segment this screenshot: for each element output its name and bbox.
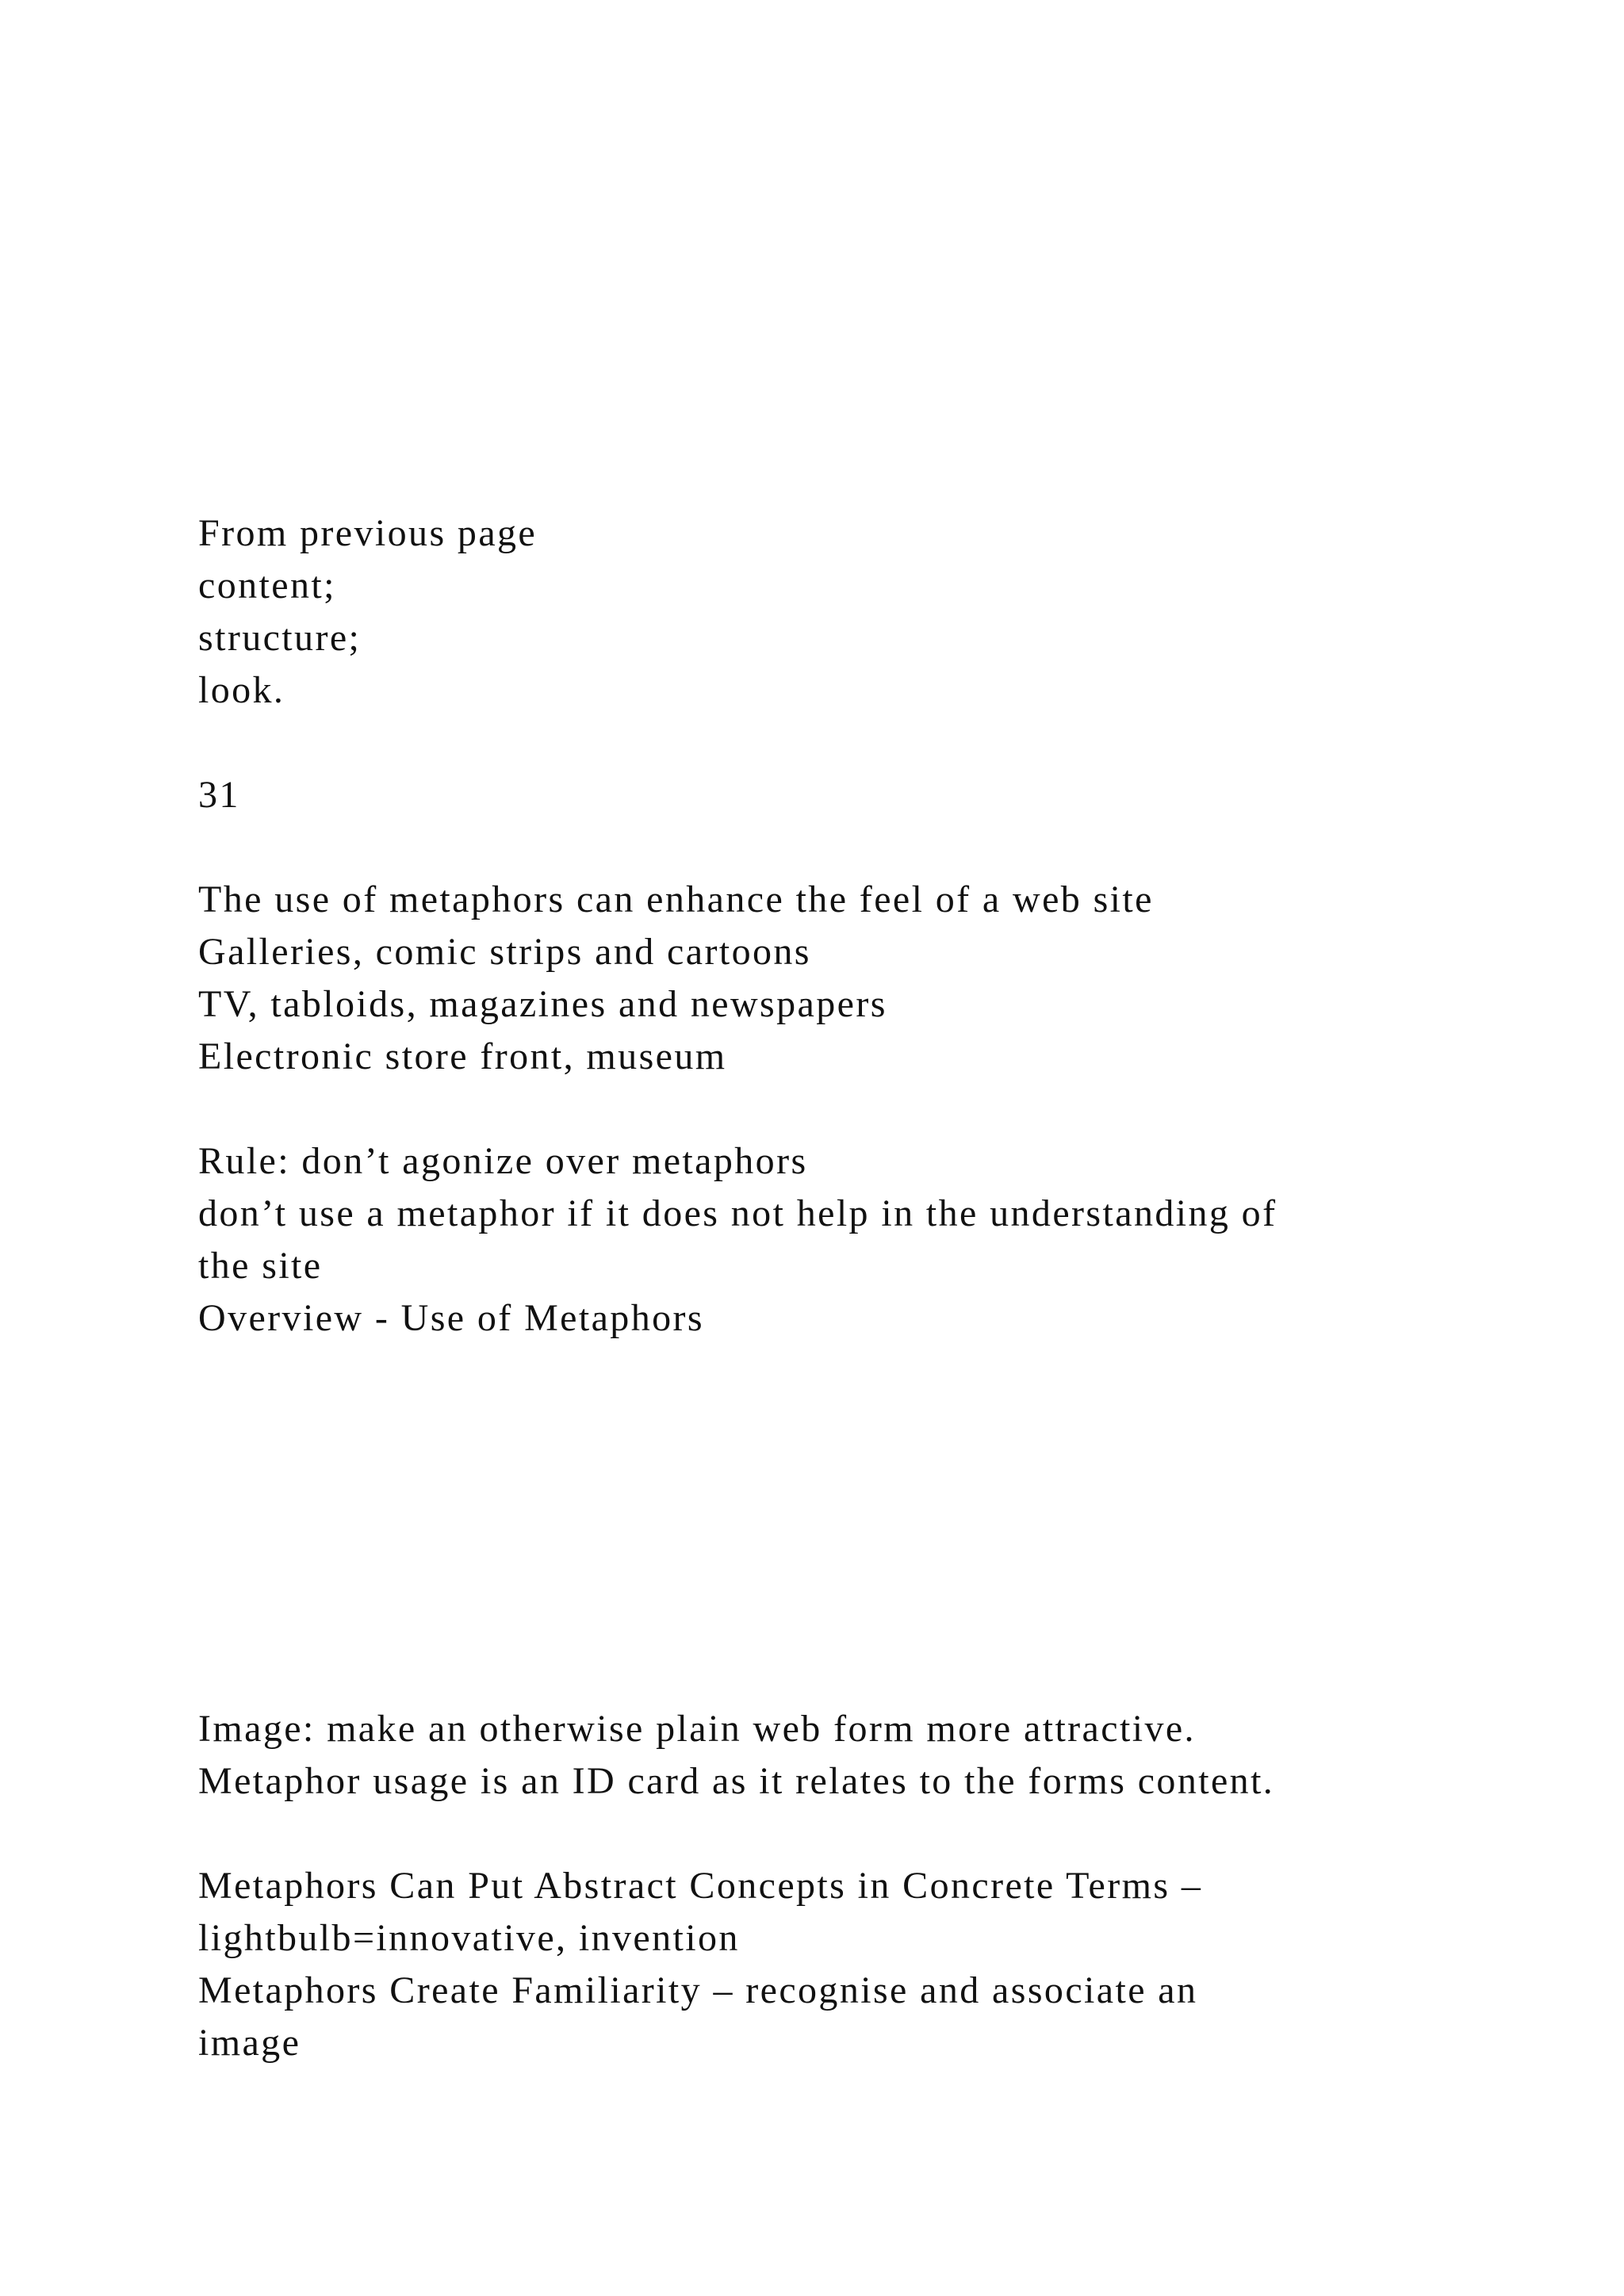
text-line: From previous page	[198, 512, 538, 554]
text-line: look.	[198, 669, 285, 711]
text-line: The use of metaphors can enhance the feel of a web site	[198, 878, 1154, 920]
text-line: image	[198, 2022, 301, 2064]
text-line: lightbulb=innovative, invention	[198, 1917, 740, 1959]
text-line: structure;	[198, 617, 362, 659]
text-block-upper	[198, 507, 1546, 1345]
blank-line	[198, 821, 1546, 874]
blank-line	[198, 717, 1546, 769]
text-line: Electronic store front, museum	[198, 1035, 727, 1077]
blank-line	[198, 1808, 1546, 1860]
blank-line	[198, 1083, 1546, 1135]
text-line: Metaphor usage is an ID card as it relates to the forms content.	[198, 1760, 1275, 1802]
section-title: Overview - Use of Metaphors	[198, 1297, 704, 1339]
text-line: Rule: don’t agonize over metaphors	[198, 1140, 808, 1182]
text-line: Galleries, comic strips and cartoons	[198, 931, 811, 973]
text-line: don’t use a metaphor if it does not help in the understanding of	[198, 1192, 1277, 1234]
text-line: the site	[198, 1245, 323, 1287]
text-line: Image: make an otherwise plain web form more attractive.	[198, 1708, 1196, 1750]
text-block-lower	[198, 1703, 1546, 2069]
page-number: 31	[198, 774, 240, 816]
text-line: content;	[198, 564, 336, 607]
text-line: Metaphors Can Put Abstract Concepts in Concrete Terms –	[198, 1865, 1203, 1907]
text-line: TV, tabloids, magazines and newspapers	[198, 983, 887, 1025]
text-line: Metaphors Create Familiarity – recognise and associate an	[198, 1969, 1198, 2011]
